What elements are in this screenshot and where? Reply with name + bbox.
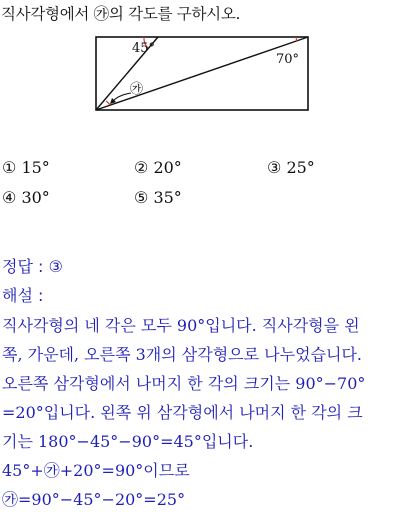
label-ga: ㉮ bbox=[130, 82, 144, 97]
choice-1-num: ① bbox=[2, 158, 17, 177]
choice-2-value: 20° bbox=[153, 158, 182, 177]
choice-4-value: 30° bbox=[21, 188, 50, 207]
choice-1[interactable] bbox=[2, 158, 50, 177]
explanation-line-5: 기는 180°−45°−90°=45°입니다. bbox=[2, 432, 254, 451]
explanation-line-3: 오른쪽 삼각형에서 나머지 한 각의 크기는 90°−70° bbox=[2, 374, 366, 393]
label-45: 45° bbox=[132, 41, 156, 56]
choice-3-value: 25° bbox=[286, 158, 315, 177]
choice-4-num: ④ bbox=[2, 188, 17, 207]
label-70: 70° bbox=[276, 52, 300, 67]
question-text: 직사각형에서 ㉮의 각도를 구하시오. bbox=[1, 5, 241, 23]
angle-ga-arc bbox=[106, 101, 110, 105]
choice-5[interactable] bbox=[134, 188, 182, 207]
explanation-title: 해설 : bbox=[2, 286, 44, 305]
choice-3[interactable] bbox=[267, 158, 315, 177]
explanation-line-7: ㉮=90°−45°−20°=25° bbox=[2, 490, 186, 509]
choice-5-num: ⑤ bbox=[134, 188, 149, 207]
choice-3-num: ③ bbox=[267, 158, 282, 177]
explanation-line-2: 쪽, 가운데, 오른쪽 3개의 삼각형으로 나누었습니다. bbox=[2, 345, 362, 364]
choice-2-num: ② bbox=[134, 158, 149, 177]
explanation-line-6: 45°+㉮+20°=90°이므로 bbox=[2, 461, 190, 480]
explanation-line-1: 직사각형의 네 각은 모두 90°입니다. 직사각형을 왼 bbox=[2, 316, 360, 335]
rectangle-figure bbox=[0, 0, 400, 130]
answer-label: 정답 : ③ bbox=[2, 257, 63, 276]
choice-1-value: 15° bbox=[21, 158, 50, 177]
choice-5-value: 35° bbox=[153, 188, 182, 207]
explanation-line-4: =20°입니다. 왼쪽 위 삼각형에서 나머지 한 각의 크 bbox=[2, 403, 363, 422]
choice-2[interactable] bbox=[134, 158, 182, 177]
choice-4[interactable] bbox=[2, 188, 50, 207]
